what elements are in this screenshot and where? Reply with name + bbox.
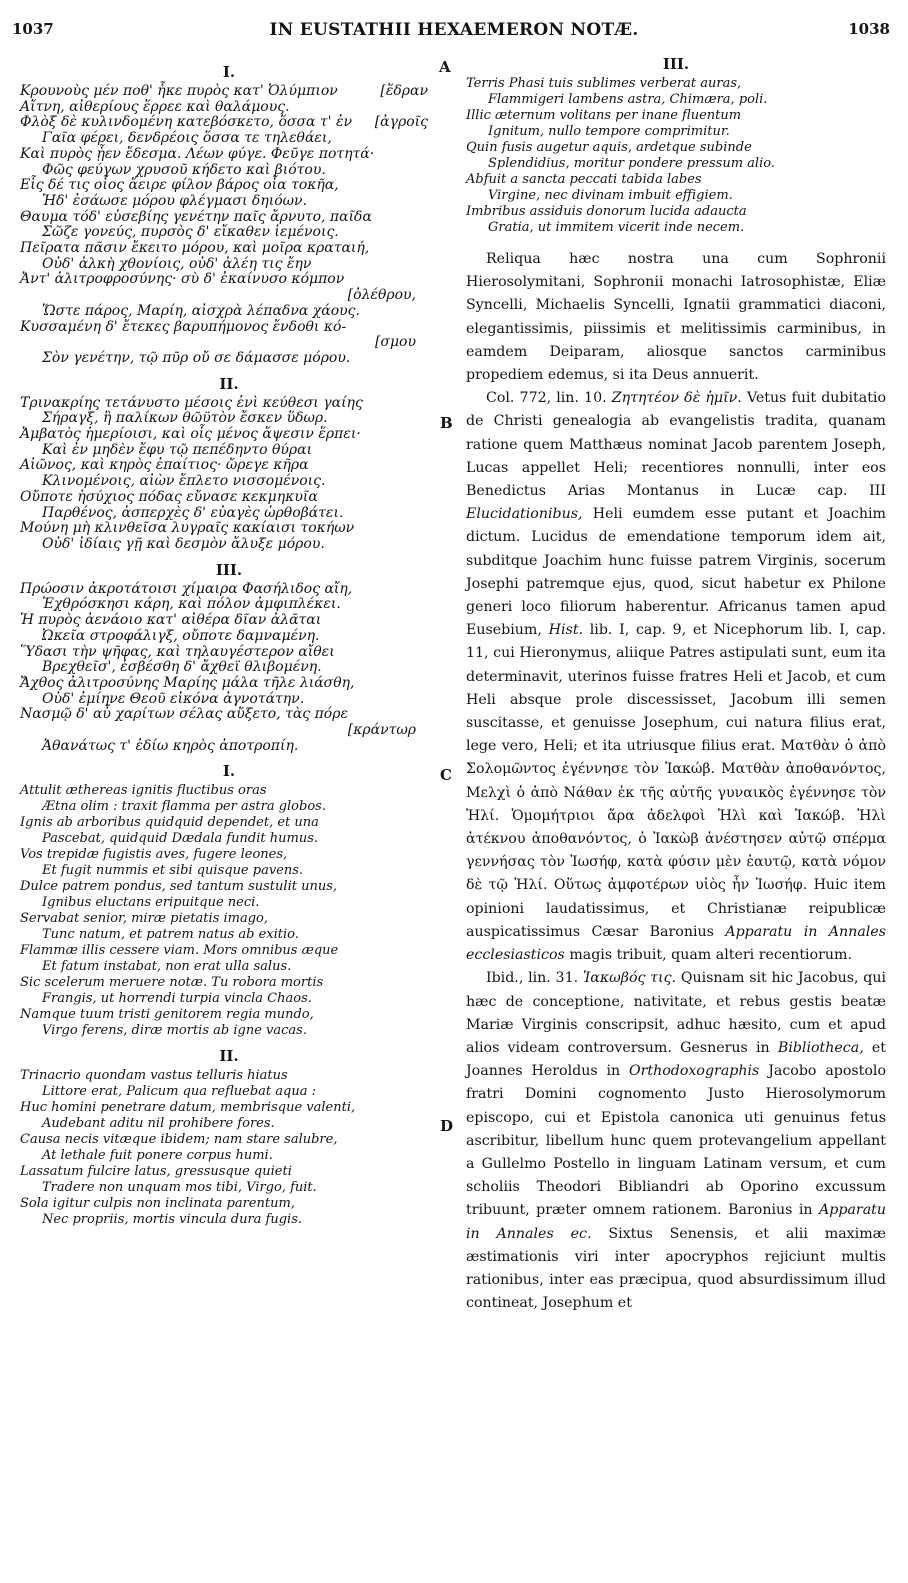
verse-line: Ὠκεῖα στροφάλιγξ, οὔποτε δαμναμένη. [42,627,320,644]
verse-line: Ἡ πυρὸς ἀενάοιο κατ' αἰθέρα δῖαν ἀλᾶται [20,612,322,629]
margin-letter-c: C [440,766,452,784]
verse-continuation: [ὀλέθρου, [347,287,416,304]
verse-line [20,288,438,304]
greek-quotation: Ματθὰν ὁ ἀπὸ Σολομῶντος ἐγέννησε τὸν Ἰακώβ. Ματθὰν ἀποθανόντος, Μελχὶ ὁ ἀπὸ Νάθαν ἐκ τῆς αὐτῆς γυναικὸς ἐγέννησε τὸν Ἠλί. Ὁμομήτριοι ἄρα ἀδελφοὶ Ἠλὶ καὶ Ἰακώβ. Ἠλὶ ἀτέκνου ἀποθανόντος, ὁ Ἰακὼβ ἀνέστησεν αὐτῷ σπέρμα γεννήσας τὸν Ἰωσήφ, κατὰ φύσιν μὲν ἑαυτῷ, κατὰ νόμον δὲ τῷ Ἠλί. Οὕτως ἀμφοτέρων υἱὸς ἦν Ἰωσήφ. [466,738,886,894]
verse-line: Οὔποτε ἡσύχιος πόδας εὔνασε κεκμηκυῖα [20,488,318,505]
margin-letter-a: A [439,58,451,76]
verse-line: Σήραγξ, ἣ παλίκων θῶϋτὸν ἔσκεν ὕδωρ. [42,410,328,427]
verse-line: Ἀμβατὸς ἡμερίοισι, καὶ οἷς μένος ἄψεσιν ἕρπει· [20,426,361,443]
left-page-number: 1037 [12,20,54,38]
work-title: Orthodoxographis [629,1063,760,1080]
work-title: Apparatu in Annales ecclesiasticos [466,923,886,964]
verse-line [20,335,438,351]
left-column [20,55,438,1228]
verse-line: Littore erat, Palicum qua refluebat aqua : [42,1084,316,1100]
verse-line: Virgo ferens, diræ mortis ab igne vacas. [42,1023,307,1039]
verse-line: Βρεχθεῖσ', ἐσβέσθη δ' ἄχθεϊ θλιβομένη. [42,659,322,676]
verse-line: Et fatum instabat, non erat ulla salus. [42,959,292,975]
verse-line: Abfuit a sancta peccati tabida labes [466,172,702,187]
verse-line: Audebant aditu nil prohibere fores. [42,1116,275,1132]
verse-line: Αἰῶνος, καὶ κηρὸς ἐπαίτιος· ὤρεγε κῆρα [20,457,309,474]
verse-line: Dulce patrem pondus, sed tantum sustulit unus, [20,879,338,895]
verse-line: Αἴτνη, αἰθερίους ἕρρεε καὶ θαλάμους. [20,98,290,115]
verse-line: Ἄχθος ἀλιτροσύνης Μαρίης μάλα τῆλε λιάσθη, [20,674,355,691]
greek-poem-heading: I. [222,63,236,81]
greek-poem-1 [20,63,438,367]
verse-line: Ἐχθρόσκησι κάρη, καὶ πόλον ἀμφιπλέκει. [42,596,341,613]
running-header [0,20,908,46]
verse-line: Πεῖρατα πᾶσιν ἔκειτο μόρου, καὶ μοῖρα κραταιή, [20,240,370,257]
verse-line: Μούνη μὴ κλινθεῖσα λυγραῖς κακίαισι τοκήων [20,520,355,537]
verse-line: Splendidius, moritur pondere pressum alio. [488,156,775,171]
verse-line: Ἠδ' ἐσάωσε μόρου φλέγμασι δηιόων. [42,192,308,209]
latin-poem-heading: I. [222,762,236,781]
greek-lemma: Ἰακωβός τις. [582,970,677,987]
line-reference: Ibid., lin. 31. [486,970,579,987]
verse-line: Namque tuum tristi genitorem regia mundo, [20,1007,314,1023]
verse-line: Tunc natum, et patrem natus ab exitio. [42,927,299,943]
verse-line: Pascebat, quidquid Dædala fundit humus. [42,831,318,847]
commentary-paragraph-1: Reliqua hæc nostra una cum Sophronii Hierosolymitani, Sophronii monachi Iatrosophistæ, Eliæ Syncelli, Michaelis Syncelli, Ignatii grammatici diaconi, elegantissimis, piissimis et melitissimis carminibus, in eamdem Deiparam, aliosque sanctos carminibus propediem edemus, si ita Deus annuerit. [466,251,886,384]
verse-line: Πρώοσιν ἀκροτάτοισι χίμαιρα Φασήλιδος αἴη, [20,580,353,597]
verse-line: Tradere non unquam mos tibi, Virgo, fuit. [42,1180,317,1196]
verse-line: Ignitum, nullo tempore comprimitur. [488,124,730,139]
verse-line: Frangis, ut horrendi turpia vincla Chaos. [42,991,312,1007]
verse-line: Φῶς φεύγων χρυσοῦ κήδετο καὶ βιότου. [42,161,326,178]
greek-poem-2 [20,375,438,553]
verse-line: Θαυμα τόδ' εὐσεβίης γενέτην παῖς ἄρνυτο, παῖδα [20,208,372,225]
verse-line: Γαῖα φέρει, δενδρέοις ὅσσα τε τηλεθάει, [42,130,332,147]
verse-line: Καὶ ἐν μηδὲν ἔφυ τῷ πεπέδηντο θύραι [42,441,313,458]
verse-line: Virgine, nec divinam imbuit effigiem. [488,188,733,203]
verse-continuation: [ἕδραν [380,83,428,99]
commentary-paragraph-2: Col. 772, lin. 10. Ζητητέον δὲ ἡμῖν. Vetus fuit dubitatio de Christi genealogia ab evangelistis tradita, quanam ratione quem Matthæus nominat Jacob parentem Joseph, Lucas appellet Heli; recentiores nonnulli, inter eos Benedictus Arias Montanus in Lucæ cap. III Elucidationibus, Heli eumdem esse putant et Joachim dictum. Lucidus de emendatione temporum idem ait, subditque Joachim hunc fuisse patrem Virginis, socerum Josephi patremque ejus, quod, sicut habetur ex Philone generi loco filiorum haberentur. Africanus tamen apud Eusebium, Hist. lib. I, cap. 9, et Nicephorum lib. I, cap. 11, cui Hieronymus, aliique Patres astipulati sunt, eum ita determinavit, uterinos fuisse fratres Heli et Jacob, et cum Heli absque prole discessisset, Jacobum illi semen suscitasse, et genuisse Josephum, cui natura filius erat, lege vero, Heli; et ita utriusque filius erat. Ματθὰν ὁ ἀπὸ Σολομῶντος ἐγέννησε τὸν Ἰακώβ. Ματθὰν ἀποθανόντος, Μελχὶ ὁ ἀπὸ Νάθαν ἐκ τῆς αὐτῆς γυναικὸς ἐγέννησε τὸν Ἠλί. Ὁμομήτριοι ἄρα ἀδελφοὶ Ἠλὶ καὶ Ἰακώβ. Ἠλὶ ἀτέκνου ἀποθανόντος, ὁ Ἰακὼβ ἀνέστησεν αὐτῷ σπέρμα γεννήσας τὸν Ἰωσήφ, κατὰ φύσιν μὲν ἑαυτῷ, κατὰ νόμον δὲ τῷ Ἠλί. Οὕτως ἀμφοτέρων υἱὸς ἦν Ἰωσήφ. Huic item opinioni laudatissimus, et Christianæ reipublicæ auspicatissimus Cæsar Baronius Apparatu in Annales ecclesiasticos magis tribuit, quam alteri recentiorum. [466,390,887,964]
verse-line: Σὸν γενέτην, τῷ πῦρ οὔ σε δάμασσε μόρου. [42,349,351,366]
verse-line: Ὥστε πάρος, Μαρίη, αἰσχρὰ λέπαδνα χάους. [42,302,360,319]
latin-poem-iii [466,55,886,236]
verse-line [20,723,438,739]
margin-letter-d: D [440,1117,454,1135]
verse-line: Οὐδ' ἐμίηνε Θεοῦ εἰκόνα ἀγνοτάτην. [42,690,305,707]
line-reference: Col. 772, lin. 10. [486,390,607,407]
verse-line: Flammigeri lambens astra, Chimæra, poli. [488,92,768,107]
right-page-number: 1038 [848,20,890,38]
verse-line: Καὶ πυρὸς ᾖεν ἔδεσμα. Λέων φύγε. Φεῦγε ποτητά· [20,145,375,162]
verse-line: Τρινακρίης τετάνυστο μέσοις ἐνὶ κεύθεσι γαίης [20,394,363,411]
verse-line: Quin fusis augetur aquis, ardetque subinde [466,140,752,155]
verse-line: Νασμῷ δ' αὖ χαρίτων σέλας αὔξετο, τὰς πόρε [20,706,348,723]
work-title: Hist. [548,622,584,639]
verse-line: Ætna olim : traxit flamma per astra globos. [42,799,326,815]
commentary [466,248,886,1315]
verse-line: Vos trepidæ fugistis aves, fugere leones, [20,847,288,863]
verse-continuation: [κράντωρ [347,722,416,739]
verse-line: Servabat senior, miræ pietatis imago, [20,911,269,927]
verse-line: Sola igitur culpis non inclinata parentum, [20,1196,295,1212]
greek-poem-heading: III. [215,560,243,579]
verse-line: Attulit æthereas ignitis fluctibus oras [20,783,267,799]
verse-line: Terris Phasi tuis sublimes verberat auras, [466,76,742,91]
verse-line: Flammæ illis cessere viam. Mors omnibus æque [20,943,339,959]
verse-continuation: [ἀγροῖς [374,114,428,131]
verse-line: Κλινομένοις, αἰὼν ἔπλετο νισσομένοις. [42,473,326,490]
latin-poem-heading: II. [219,1047,239,1066]
verse-line: Παρθένος, ἀσπερχὲς δ' εὐαγὲς ὠρθοβάτει. [42,504,344,521]
verse-line: Κυσσαμένη δ' ἔτεκες βαρυπήμονος ἔνδοθι κό- [20,318,347,335]
verse-continuation: [σμου [374,334,416,351]
verse-line: Οὐδ' ἀλκὴ χθονίοις, οὐδ' ἀλέη τις ἔην [42,255,312,272]
verse-line: Lassatum fulcire latus, gressusque quieti [20,1164,292,1180]
verse-line: Ἀντ' ἀλιτροφροσύνης· σὺ δ' ἐκαίνυσο κόμπον [20,271,345,288]
verse-line: Σῶζε γονεύς, πυρσὸς δ' εἴκαθεν ἱεμένοις. [42,224,339,241]
margin-letter-b: B [440,414,453,432]
work-title: Apparatu in Annales ec. [466,1202,886,1242]
verse-line: Et fugit nummis et sibi quisque pavens. [42,863,304,879]
greek-lemma: Ζητητέον δὲ ἡμῖν. [611,390,742,407]
verse-line: Οὐδ' ἰδίαις γῇ καὶ δεσμὸν ἄλυξε μόρου. [42,535,325,552]
verse-line: Ignibus eluctans eripuitque neci. [42,895,260,911]
verse-line: Illic æternum volitans per inane fluentum [466,108,742,123]
verse-line: Κρουνοὺς μέν ποθ' ἧκε πυρὸς κατ' Ὀλύμπιον [ἕδραν [20,83,428,99]
greek-poem-heading: II. [219,374,239,393]
verse-line: Nec propriis, mortis vincula dura fugis. [42,1212,303,1228]
latin-poem-2 [20,1047,438,1228]
verse-line: Εἷς δέ τις οἷος ἄειρε φίλον βάρος οἷα τοκῆα, [20,177,339,194]
verse-line: At lethale fuit ponere corpus humi. [42,1148,273,1164]
work-title: Bibliotheca, [777,1039,864,1056]
verse-line: Imbribus assiduis donorum lucida adaucta [466,204,747,219]
running-title: IN EUSTATHII HEXAEMERON NOTÆ. [269,20,639,40]
verse-line: Causa necis vitæque ibidem; nam stare salubre, [20,1132,338,1148]
greek-poem-3 [20,561,438,755]
latin-poem-heading: III. [662,55,690,73]
verse-line: Φλὸξ δὲ κυλινδομένη κατεβόσκετο, ὅσσα τ' ἐν [ἀγροῖς [20,114,428,131]
verse-line: Huc homini penetrare datum, membrisque valenti, [20,1100,356,1116]
verse-line: Sic scelerum meruere notæ. Tu robora mortis [20,975,324,991]
work-title: Elucidationibus, [466,506,583,523]
latin-poem-1 [20,762,438,1039]
verse-line: Ἀθανάτως τ' ἐδίω κηρὸς ἀποτροπίη. [42,737,299,754]
verse-line: Ignis ab arboribus quidquid dependet, et una [20,815,319,831]
verse-line: Gratia, ut immitem vicerit inde necem. [488,220,745,235]
commentary-paragraph-3: Ibid., lin. 31. Ἰακωβός τις. Quisnam sit hic Jacobus, qui hæc de conceptione, nativitate, et rebus gestis beatæ Mariæ Virginis conscripsit, adhuc hæsito, cum et apud alios videam controversum. Gesnerus in Bibliotheca, et Joannes Heroldus in Orthodoxographis Jacobo apostolo fratri Domini cognomento Justo Hierosolymorum episcopo, cui et Epistola canonica uti genuinus fetus ascribitur, libellum hunc quem protevangelium appellant a Gullelmo Postello in linguam Latinam versum, et cum scholiis Theodori Bibliandri ab Oporino excussum tribuunt, præter omnem rationem. Baronius in Apparatu in Annales ec. Sixtus Senensis, et alii maximæ æstimationis viri inter apocryphos rejiciunt multis rationibus, inter eas præcipua, quod absurdissimum illud contineat, Josephum et [466,970,887,1312]
verse-line: Trinacrio quondam vastus telluris hiatus [20,1068,288,1084]
verse-line: Ὕδασι τὴν ψῆφας, καὶ τηλαυγέστερον αἴθει [20,643,335,660]
right-column [466,55,886,1315]
